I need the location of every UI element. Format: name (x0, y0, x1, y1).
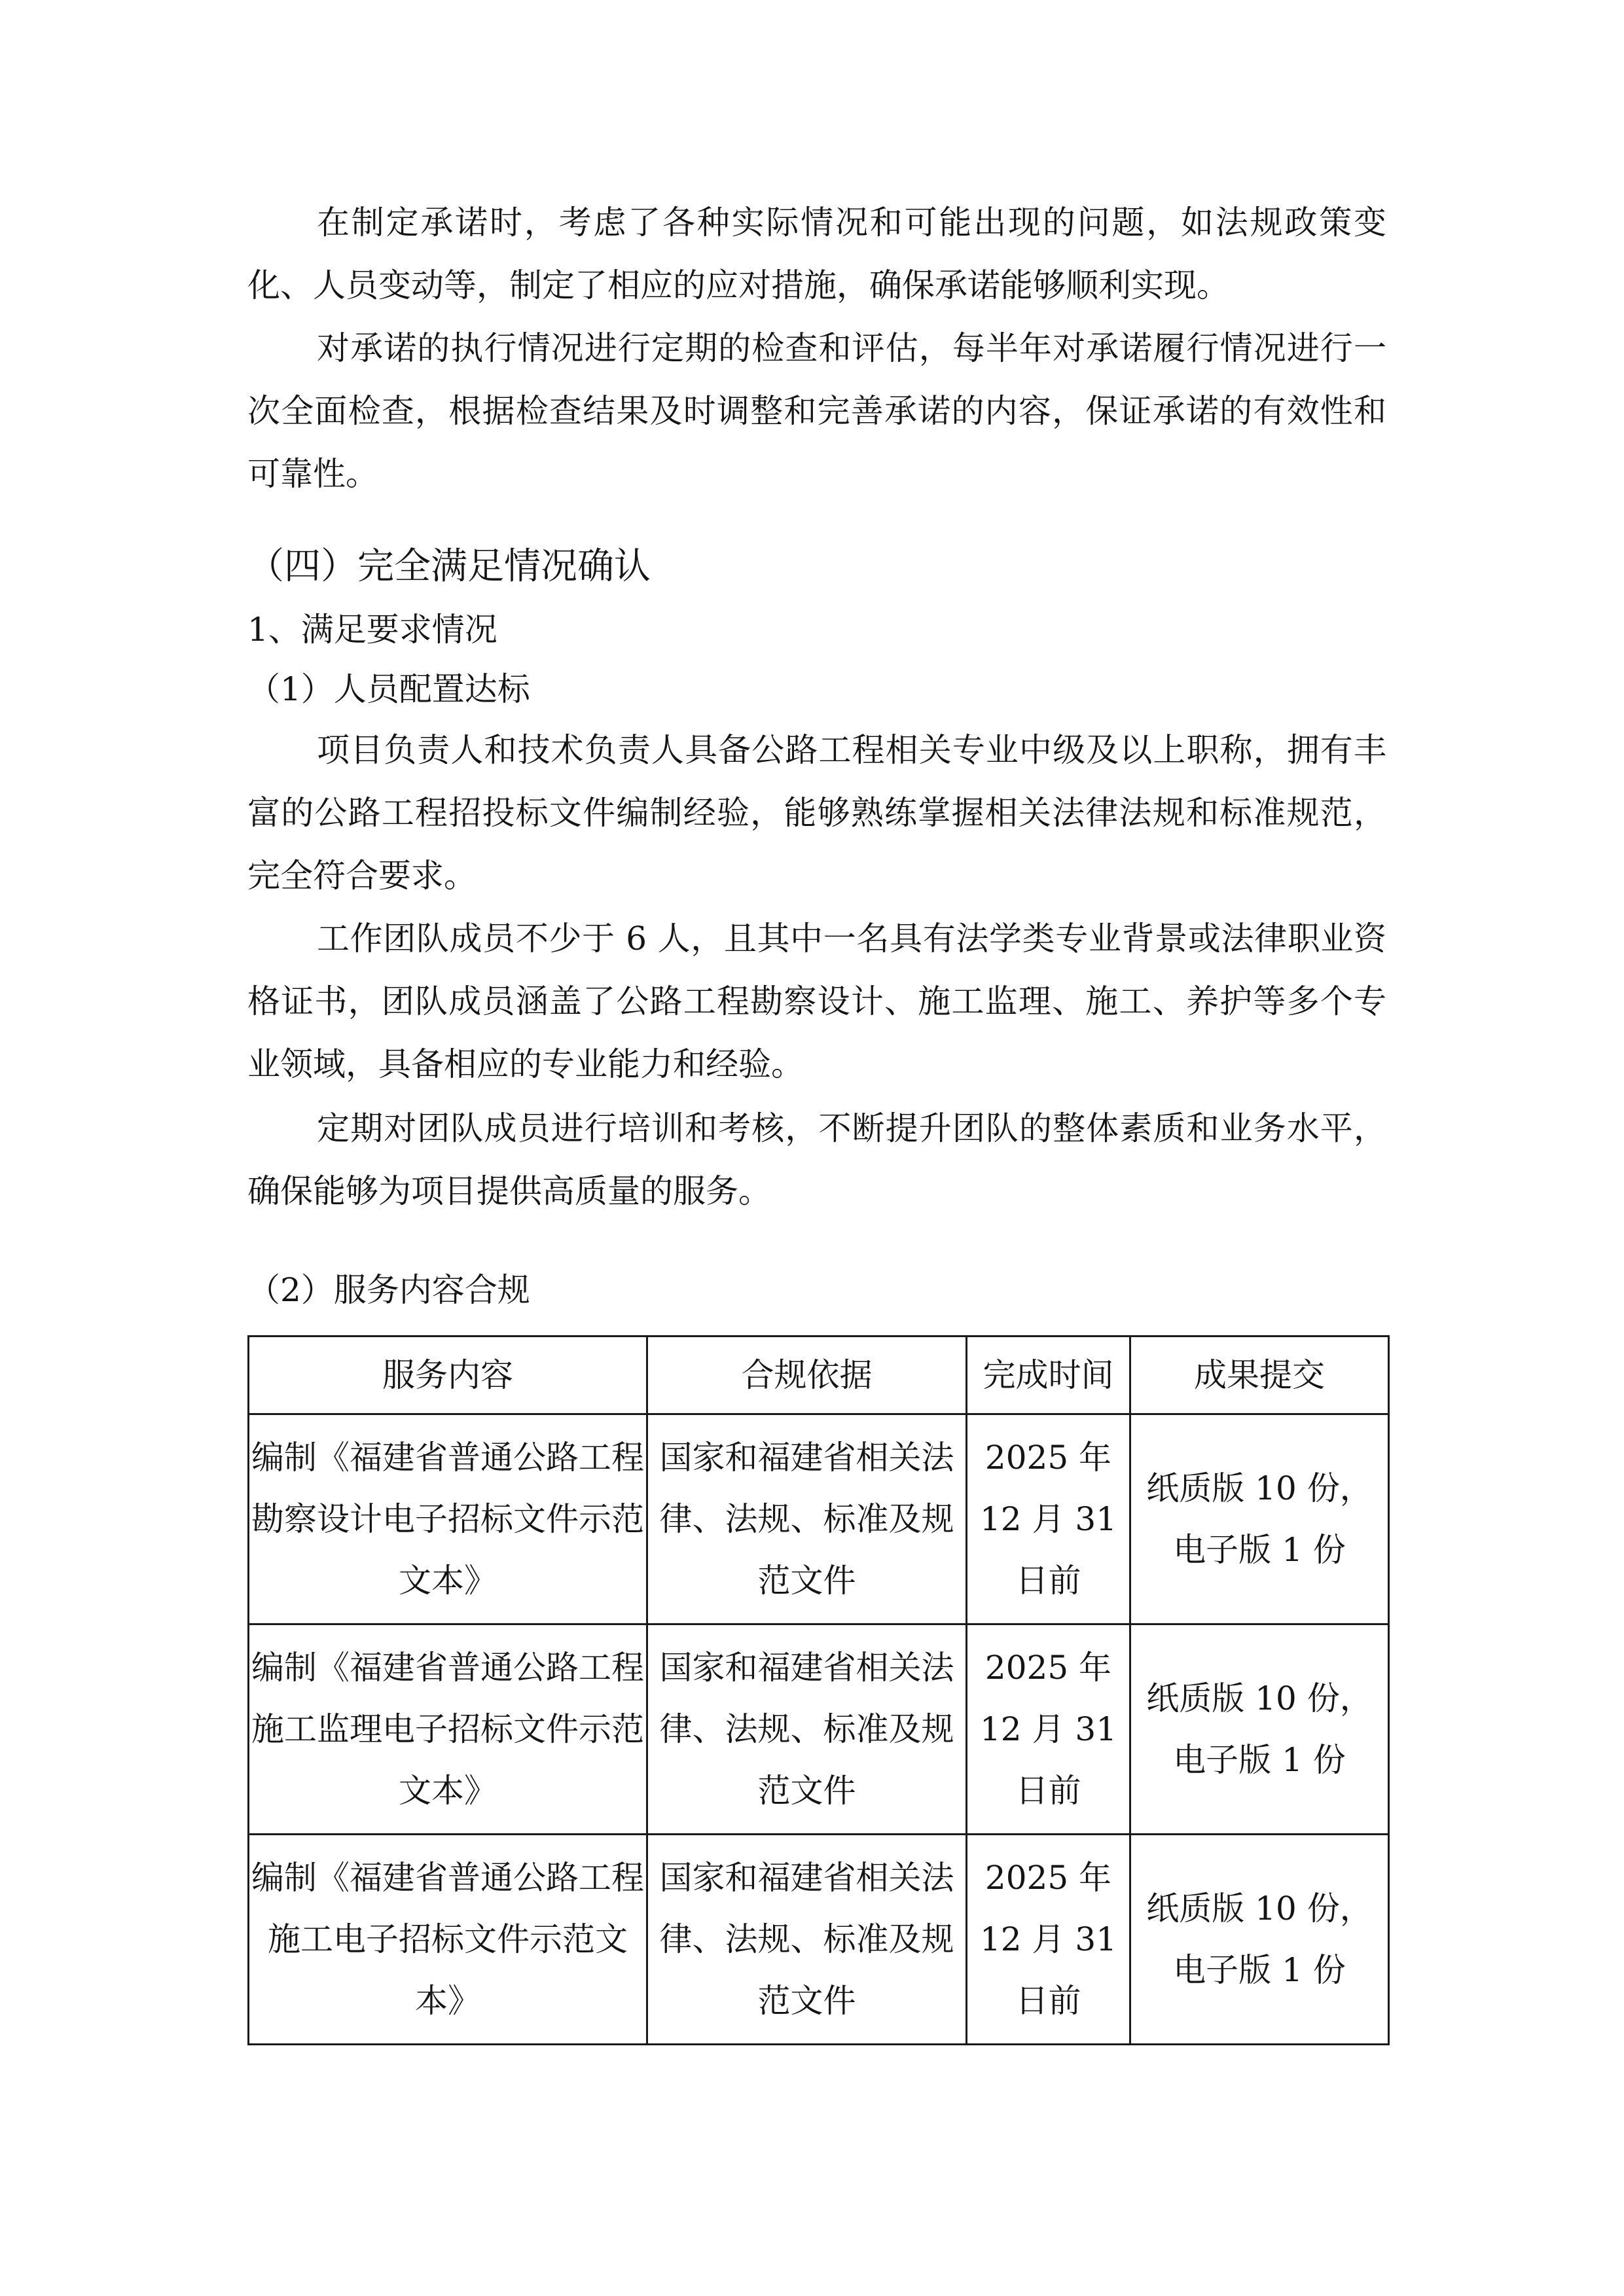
subsection-requirements: 1、满足要求情况 (247, 611, 497, 649)
paragraph-staff-leaders: 项目负责人和技术负责人具备公路工程相关专业中级及以上职称，拥有丰富的公路工程招投标文件编制经验，能够熟练掌握相关法律法规和标准规范，完全符合要求。 (247, 731, 1386, 895)
subsection-staffing: （1）人员配置达标 (247, 670, 530, 708)
cell-deliverables: 纸质版 10 份，电子版 1 份 (1130, 1624, 1389, 1835)
cell-deliverables: 纸质版 10 份，电子版 1 份 (1130, 1414, 1389, 1624)
table-row (249, 1624, 1389, 1835)
table-row (249, 1414, 1389, 1624)
cell-service-content: 编制《福建省普通公路工程施工监理电子招标文件示范文本》 (249, 1624, 647, 1835)
cell-compliance-basis: 国家和福建省相关法律、法规、标准及规范文件 (647, 1414, 967, 1624)
service-compliance-table (247, 1335, 1390, 2045)
cell-completion-time: 2025 年 12 月 31 日前 (967, 1414, 1130, 1624)
cell-completion-time: 2025 年 12 月 31 日前 (967, 1624, 1130, 1835)
paragraph-staff-team: 工作团队成员不少于 6 人，且其中一名具有法学类专业背景或法律职业资格证书，团队成员涵盖了公路工程勘察设计、施工监理、施工、养护等多个专业领域，具备相应的专业能力和经验。 (247, 920, 1386, 1083)
paragraph-staff-training: 定期对团队成员进行培训和考核，不断提升团队的整体素质和业务水平，确保能够为项目提供高质量的服务。 (247, 1109, 1386, 1210)
cell-completion-time: 2025 年 12 月 31 日前 (967, 1835, 1130, 2045)
cell-deliverables: 纸质版 10 份，电子版 1 份 (1130, 1835, 1389, 2045)
paragraph-commitment-review: 对承诺的执行情况进行定期的检查和评估，每半年对承诺履行情况进行一次全面检查，根据检查结果及时调整和完善承诺的内容，保证承诺的有效性和可靠性。 (247, 329, 1386, 493)
section-title: （四）完全满足情况确认 (247, 545, 651, 588)
cell-service-content: 编制《福建省普通公路工程勘察设计电子招标文件示范文本》 (249, 1414, 647, 1624)
cell-compliance-basis: 国家和福建省相关法律、法规、标准及规范文件 (647, 1624, 967, 1835)
cell-service-content: 编制《福建省普通公路工程施工电子招标文件示范文本》 (249, 1835, 647, 2045)
header-deliverables: 成果提交 (1130, 1336, 1389, 1414)
header-completion-time: 完成时间 (967, 1336, 1130, 1414)
cell-compliance-basis: 国家和福建省相关法律、法规、标准及规范文件 (647, 1835, 967, 2045)
table-row (249, 1835, 1389, 2045)
header-compliance-basis: 合规依据 (647, 1336, 967, 1414)
subsection-service-content: （2）服务内容合规 (247, 1271, 530, 1309)
header-service-content: 服务内容 (249, 1336, 647, 1414)
paragraph-commitment-contingency: 在制定承诺时，考虑了各种实际情况和可能出现的问题，如法规政策变化、人员变动等，制定了相应的应对措施，确保承诺能够顺利实现。 (247, 204, 1386, 304)
table-header-row (249, 1336, 1389, 1414)
